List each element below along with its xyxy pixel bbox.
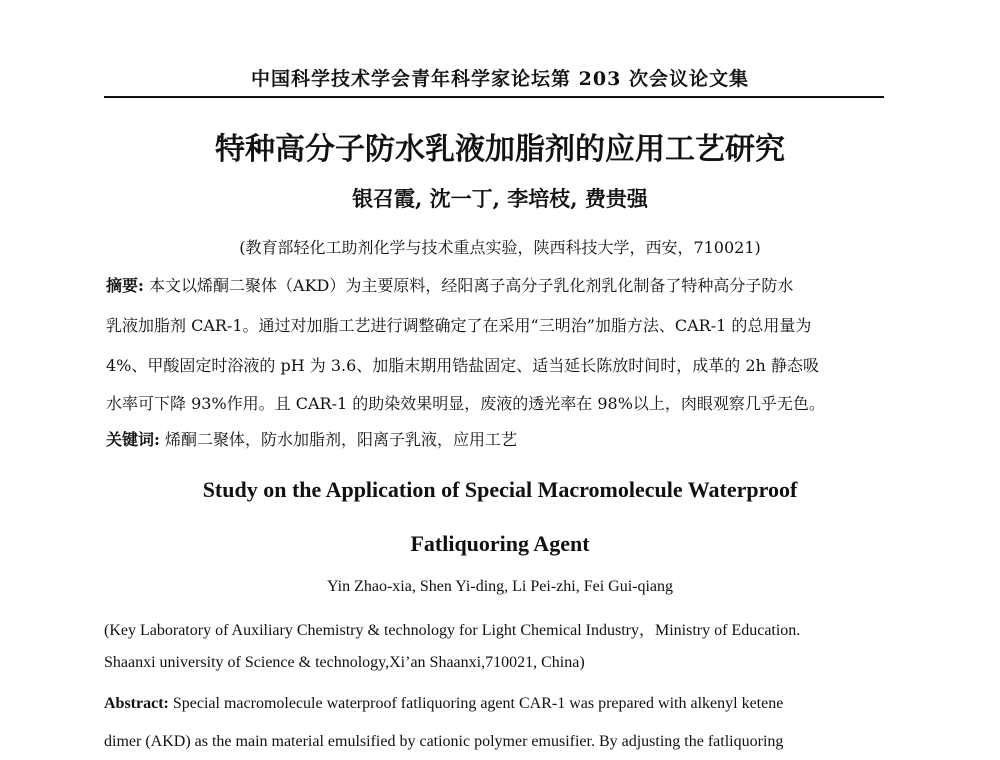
abstract-en-line1 [104, 695, 783, 713]
paper-title-en-line2: Fatliquoring Agent [410, 531, 590, 556]
abstract-zh-line [106, 276, 886, 296]
paper-title-en-line1: Study on the Application of Special Macromolecule Waterproof [202, 477, 798, 502]
abstract-zh-line: 乳液加脂剂 CAR-1。通过对加脂工艺进行调整确定了在采用“三明治”加脂方法、CAR-1 的总用量为 [106, 316, 812, 335]
affiliation-zh: (教育部轻化工助剂化学与技术重点实验，陕西科技大学，西安，710021) [239, 238, 761, 257]
proceedings-header: 中国科学技术学会青年科学家论坛第 203 次会议论文集 [251, 68, 749, 90]
authors-en: Yin Zhao-xia, Shen Yi-ding, Li Pei-zhi, Fei Gui-qiang [326, 578, 674, 595]
header-rule [104, 96, 884, 98]
paper-title-zh: 特种高分子防水乳液加脂剂的应用工艺研究 [215, 132, 785, 167]
abstract-zh-text: 本文以烯酮二聚体（AKD）为主要原料，经阳离子高分子乳化剂乳化制备了特种高分子防水 [143, 276, 794, 295]
abstract-zh-label: 摘要: [106, 276, 144, 295]
keywords-zh-text: 烯酮二聚体，防水加脂剂，阳离子乳液，应用工艺 [159, 430, 518, 449]
abstract-zh-line: 4%、甲酸固定时浴液的 pH 为 3.6、加脂末期用锆盐固定、适当延长陈放时间时，成革的 2h 静态吸 [106, 356, 819, 375]
abstract-en-label: Abstract: [104, 695, 169, 712]
affiliation-en-line2: Shaanxi university of Science & technology,Xi’an Shaanxi,710021, China) [104, 654, 585, 671]
affiliation-en-line1: (Key Laboratory of Auxiliary Chemistry & technology for Light Chemical Industry，Ministry of Education. [104, 622, 801, 639]
authors-zh: 银召霞, 沈一丁, 李培枝, 费贵强 [352, 186, 648, 211]
keywords-zh [106, 430, 886, 450]
abstract-en-line2: dimer (AKD) as the main material emulsified by cationic polymer emusifier. By adjusting the fatliquoring [104, 733, 784, 750]
keywords-zh-label: 关键词: [106, 430, 160, 449]
abstract-en-text: Special macromolecule waterproof fatliquoring agent CAR-1 was prepared with alkenyl ketene [168, 695, 784, 712]
abstract-zh-line: 水率可下降 93%作用。且 CAR-1 的助染效果明显，废液的透光率在 98%以上，肉眼观察几乎无色。 [106, 394, 825, 413]
